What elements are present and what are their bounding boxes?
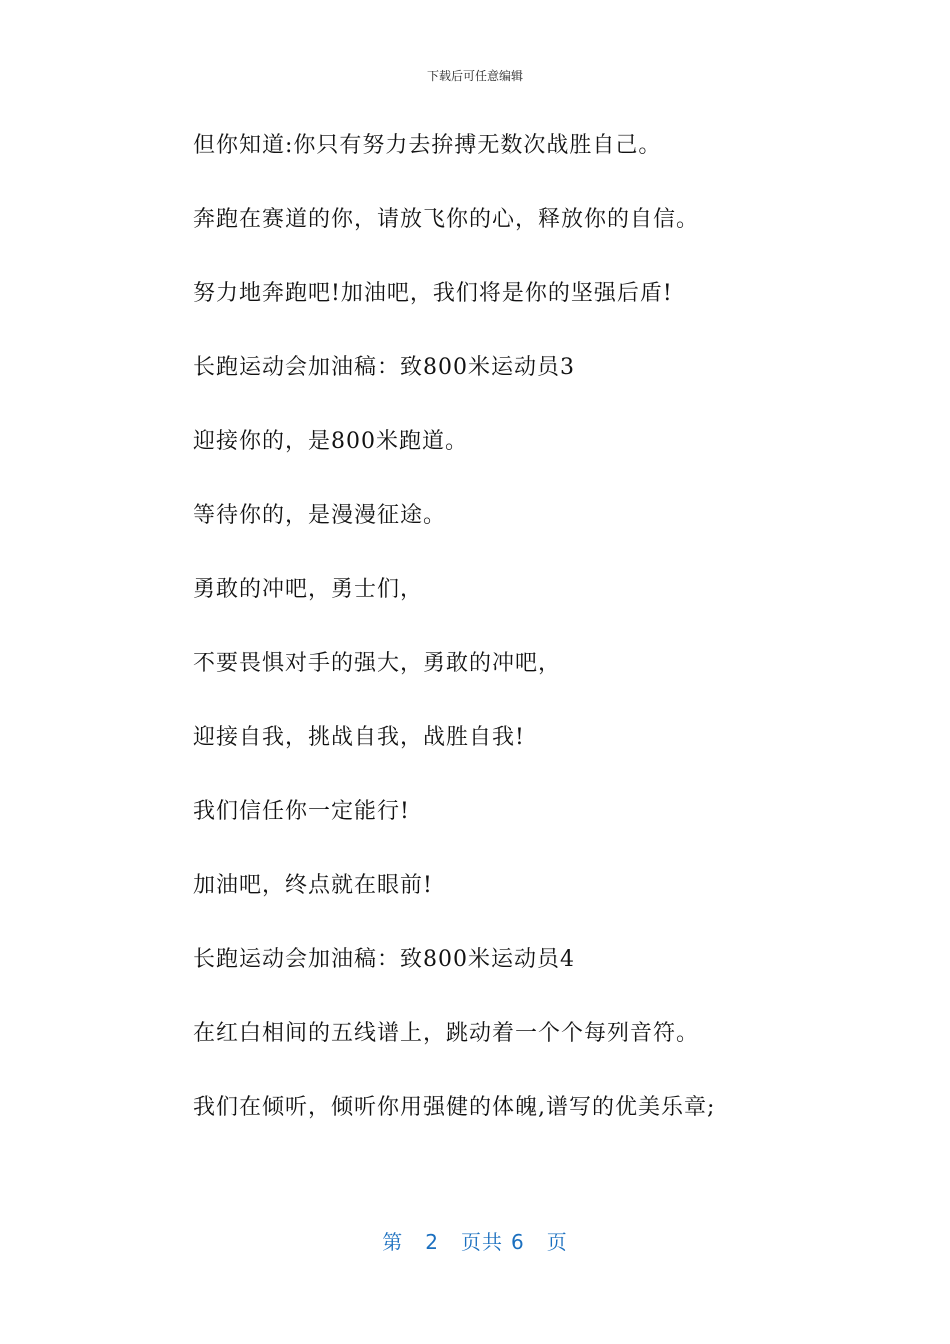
text-line: 等待你的，是漫漫征途。 [193,503,447,528]
current-page-number: 2 [425,1230,439,1254]
page-middle: 页共 [461,1230,503,1254]
text-line: 奔跑在赛道的你，请放飞你的心，释放你的自信。 [193,207,700,232]
text-line: 勇敢的冲吧，勇士们， [193,577,424,602]
page-footer [0,1226,950,1255]
text-line: 迎接自我，挑战自我，战胜自我! [193,725,525,750]
header-note: 下载后可任意编辑 [426,69,523,83]
document-body [193,128,813,1164]
page-suffix: 页 [546,1230,568,1254]
text-line: 加油吧，终点就在眼前! [193,873,433,898]
section-heading: 长跑运动会加油稿：致800米运动员4 [193,947,575,972]
text-line: 但你知道:你只有努力去拚搏无数次战胜自己。 [193,133,662,158]
text-line: 我们在倾听，倾听你用强健的体魄,谱写的优美乐章; [193,1095,716,1120]
text-line: 在红白相间的五线谱上，跳动着一个个每列音符。 [193,1021,700,1046]
total-pages-number: 6 [511,1230,525,1254]
text-line: 迎接你的，是800米跑道。 [193,429,468,454]
text-line: 努力地奔跑吧!加油吧，我们将是你的坚强后盾! [193,281,673,306]
page-prefix: 第 [382,1230,404,1254]
section-heading: 长跑运动会加油稿：致800米运动员3 [193,355,575,380]
text-line: 不要畏惧对手的强大，勇敢的冲吧， [193,651,562,676]
text-line: 我们信任你一定能行! [193,799,410,824]
